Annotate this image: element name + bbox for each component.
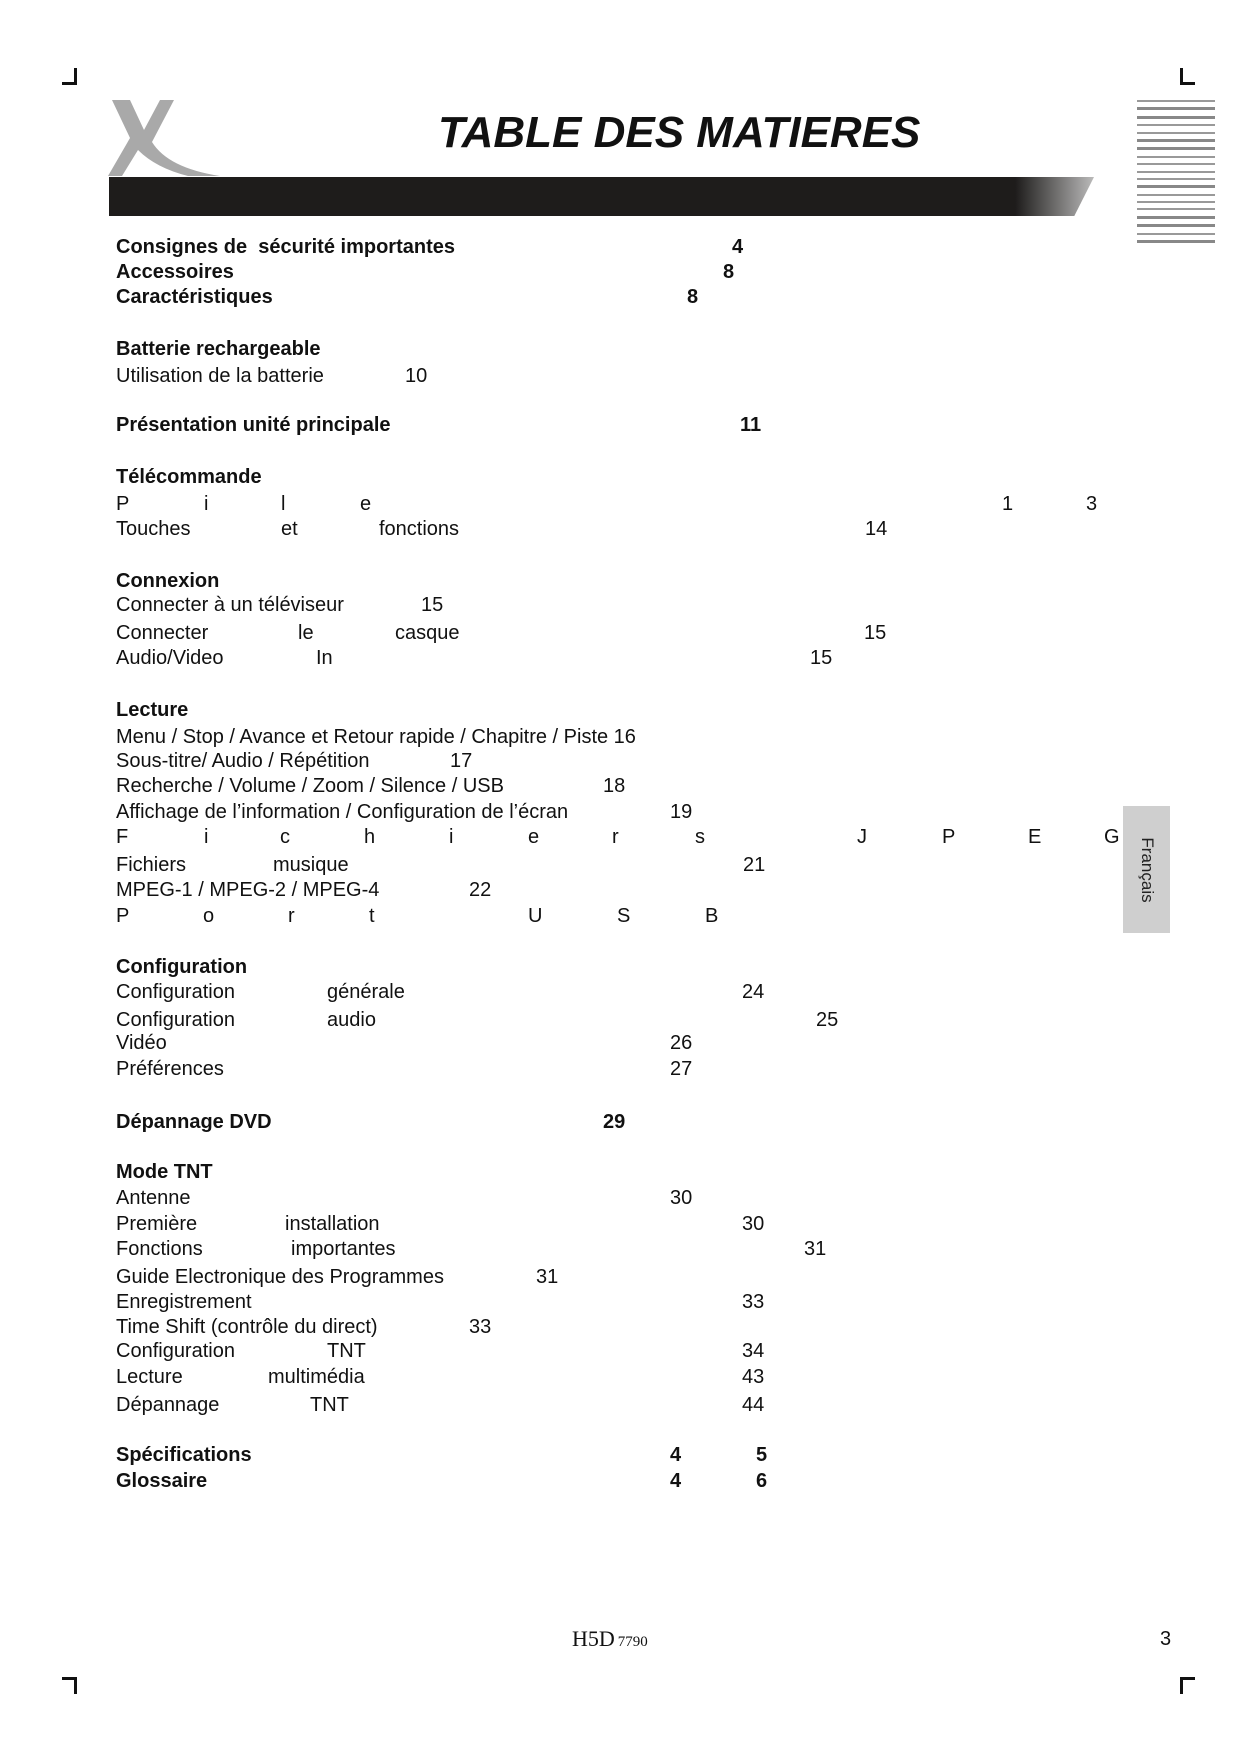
toc-entry-text: U	[528, 905, 543, 927]
toc-entry-text: 15	[810, 647, 833, 669]
header-bar	[109, 177, 1094, 216]
toc-entry-text: 8	[687, 286, 699, 308]
toc-entry-text: P	[942, 826, 956, 848]
toc-entry-label: Guide Electronique des Programmes	[116, 1266, 444, 1288]
toc-entry-text: i	[449, 826, 454, 848]
toc-entry-label: MPEG-1 / MPEG-2 / MPEG-4	[116, 879, 380, 901]
toc-entry-text: 25	[816, 1009, 839, 1031]
toc-entry-text: multimédia	[268, 1366, 365, 1388]
toc-entry-label: Mode TNT	[116, 1161, 213, 1183]
toc-entry-text: In	[316, 647, 333, 669]
toc-entry-text: h	[364, 826, 376, 848]
toc-entry-text: G	[1104, 826, 1120, 848]
toc-entry-text: 30	[670, 1187, 693, 1209]
toc-entry-label: Présentation unité principale	[116, 414, 391, 436]
toc-entry-label: Connecter à un téléviseur	[116, 594, 344, 616]
toc-entry-text: r	[612, 826, 619, 848]
toc-entry-text: 15	[421, 594, 444, 616]
toc-entry-text: audio	[327, 1009, 376, 1031]
toc-entry-label: Dépannage DVD	[116, 1111, 272, 1133]
toc-entry-text: 10	[405, 365, 428, 387]
crop-mark-top-left	[62, 68, 77, 85]
page-number: 3	[1160, 1628, 1172, 1650]
toc-entry-text: 26	[670, 1032, 693, 1054]
toc-entry-text: importantes	[291, 1238, 396, 1260]
toc-entry-text: musique	[273, 854, 349, 876]
toc-entry-text: i	[204, 826, 209, 848]
toc-entry-text: E	[1028, 826, 1042, 848]
toc-entry-text: J	[857, 826, 867, 848]
toc-entry-text: casque	[395, 622, 460, 644]
toc-entry-label: Utilisation de la batterie	[116, 365, 324, 387]
toc-entry-text: 44	[742, 1394, 765, 1416]
crop-mark-bottom-left	[62, 1677, 77, 1694]
toc-entry-text: installation	[285, 1213, 380, 1235]
toc-entry-text: TNT	[310, 1394, 349, 1416]
toc-entry-label: Caractéristiques	[116, 286, 273, 308]
toc-entry-label: F	[116, 826, 129, 848]
toc-entry-text: 31	[536, 1266, 559, 1288]
toc-entry-label: Configuration	[116, 981, 235, 1003]
toc-entry-label: Fichiers	[116, 854, 187, 876]
toc-entry-text: 33	[742, 1291, 765, 1313]
crop-mark-top-right	[1180, 68, 1195, 85]
toc-entry-text: 17	[450, 750, 473, 772]
page-title: TABLE DES MATIERES	[438, 108, 921, 157]
toc-entry-label: Recherche / Volume / Zoom / Silence / USB	[116, 775, 504, 797]
toc-entry-text: S	[617, 905, 631, 927]
toc-entry-label: Consignes de sécurité importantes	[116, 236, 455, 258]
footer-brand: H5D	[572, 1626, 615, 1651]
toc-entry-label: Menu / Stop / Avance et Retour rapide / Chapitre / Piste 16	[116, 726, 636, 748]
footer-model-logo	[572, 1626, 648, 1652]
toc-entry-text: 4	[732, 236, 744, 258]
toc-entry-text: e	[360, 493, 372, 515]
toc-entry-text: i	[204, 493, 209, 515]
toc-entry-text: 22	[469, 879, 492, 901]
toc-entry-text: 29	[603, 1111, 626, 1133]
toc-entry-text: et	[281, 518, 298, 540]
toc-entry-label: Audio/Video	[116, 647, 224, 669]
toc-entry-text: o	[203, 905, 215, 927]
toc-entry-text: 34	[742, 1340, 765, 1362]
toc-entry-text: 4	[670, 1470, 682, 1492]
toc-entry-text: c	[280, 826, 290, 848]
toc-entry-text: 43	[742, 1366, 765, 1388]
toc-entry-label: Connexion	[116, 570, 220, 592]
toc-entry-text: TNT	[327, 1340, 366, 1362]
toc-entry-label: Sous-titre/ Audio / Répétition	[116, 750, 370, 772]
brand-x-logo-icon	[108, 98, 228, 178]
toc-entry-text: s	[695, 826, 705, 848]
toc-entry-text: fonctions	[379, 518, 460, 540]
toc-entry-text: 33	[469, 1316, 492, 1338]
toc-entry-label: Préférences	[116, 1058, 224, 1080]
toc-entry-text: 21	[743, 854, 766, 876]
toc-entry-label: Antenne	[116, 1187, 191, 1209]
toc-entry-text: 15	[864, 622, 887, 644]
toc-entry-label: Glossaire	[116, 1470, 208, 1492]
toc-entry-label: Time Shift (contrôle du direct)	[116, 1316, 378, 1338]
toc-entry-text: 30	[742, 1213, 765, 1235]
toc-entry-label: Télécommande	[116, 466, 262, 488]
toc-entry-text: 24	[742, 981, 765, 1003]
toc-entry-text: e	[528, 826, 540, 848]
toc-entry-text: 11	[740, 414, 762, 436]
crop-mark-bottom-right	[1180, 1677, 1195, 1694]
toc-entry-text: 4	[670, 1444, 682, 1466]
decorative-stripes	[1137, 100, 1215, 245]
toc-entry-label: P	[116, 905, 130, 927]
toc-entry-label: Connecter	[116, 622, 209, 644]
language-tab	[1123, 806, 1170, 933]
toc-entry-text: 31	[804, 1238, 827, 1260]
toc-entry-text: 3	[1086, 493, 1098, 515]
language-tab-label: Français	[1137, 836, 1157, 903]
toc-entry-text: 8	[723, 261, 735, 283]
toc-entry-label: Batterie rechargeable	[116, 338, 321, 360]
footer-model: 7790	[617, 1634, 648, 1650]
toc-entry-label: P	[116, 493, 130, 515]
toc-entry-label: Accessoires	[116, 261, 234, 283]
toc-entry-text: B	[705, 905, 719, 927]
toc-entry-text: 27	[670, 1058, 693, 1080]
toc-entry-text: 14	[865, 518, 888, 540]
toc-entry-text: r	[288, 905, 295, 927]
toc-entry-label: Fonctions	[116, 1238, 203, 1260]
toc-entry-label: Enregistrement	[116, 1291, 252, 1313]
toc-entry-label: Spécifications	[116, 1444, 252, 1466]
toc-entry-text: 18	[603, 775, 626, 797]
toc-entry-label: Dépannage	[116, 1394, 220, 1416]
toc-entry-text: le	[298, 622, 314, 644]
toc-entry-label: Affichage de l’information / Configuration de l’écran	[116, 801, 569, 823]
toc-entry-label: Configuration	[116, 1340, 235, 1362]
toc-entry-label: Lecture	[116, 699, 189, 721]
toc-entry-label: Vidéo	[116, 1032, 167, 1054]
toc-entry-text: générale	[327, 981, 405, 1003]
toc-entry-text: 6	[756, 1470, 768, 1492]
toc-entry-text: 1	[1002, 493, 1014, 515]
toc-entry-text: l	[281, 493, 286, 515]
toc-entry-text: 19	[670, 801, 693, 823]
toc-entry-label: Lecture	[116, 1366, 183, 1388]
toc-entry-label: Première	[116, 1213, 198, 1235]
toc-entry-label: Configuration	[116, 1009, 235, 1031]
toc-entry-label: Touches	[116, 518, 191, 540]
toc-entry-label: Configuration	[116, 956, 248, 978]
toc-entry-text: t	[369, 905, 375, 927]
toc-entry-text: 5	[756, 1444, 768, 1466]
